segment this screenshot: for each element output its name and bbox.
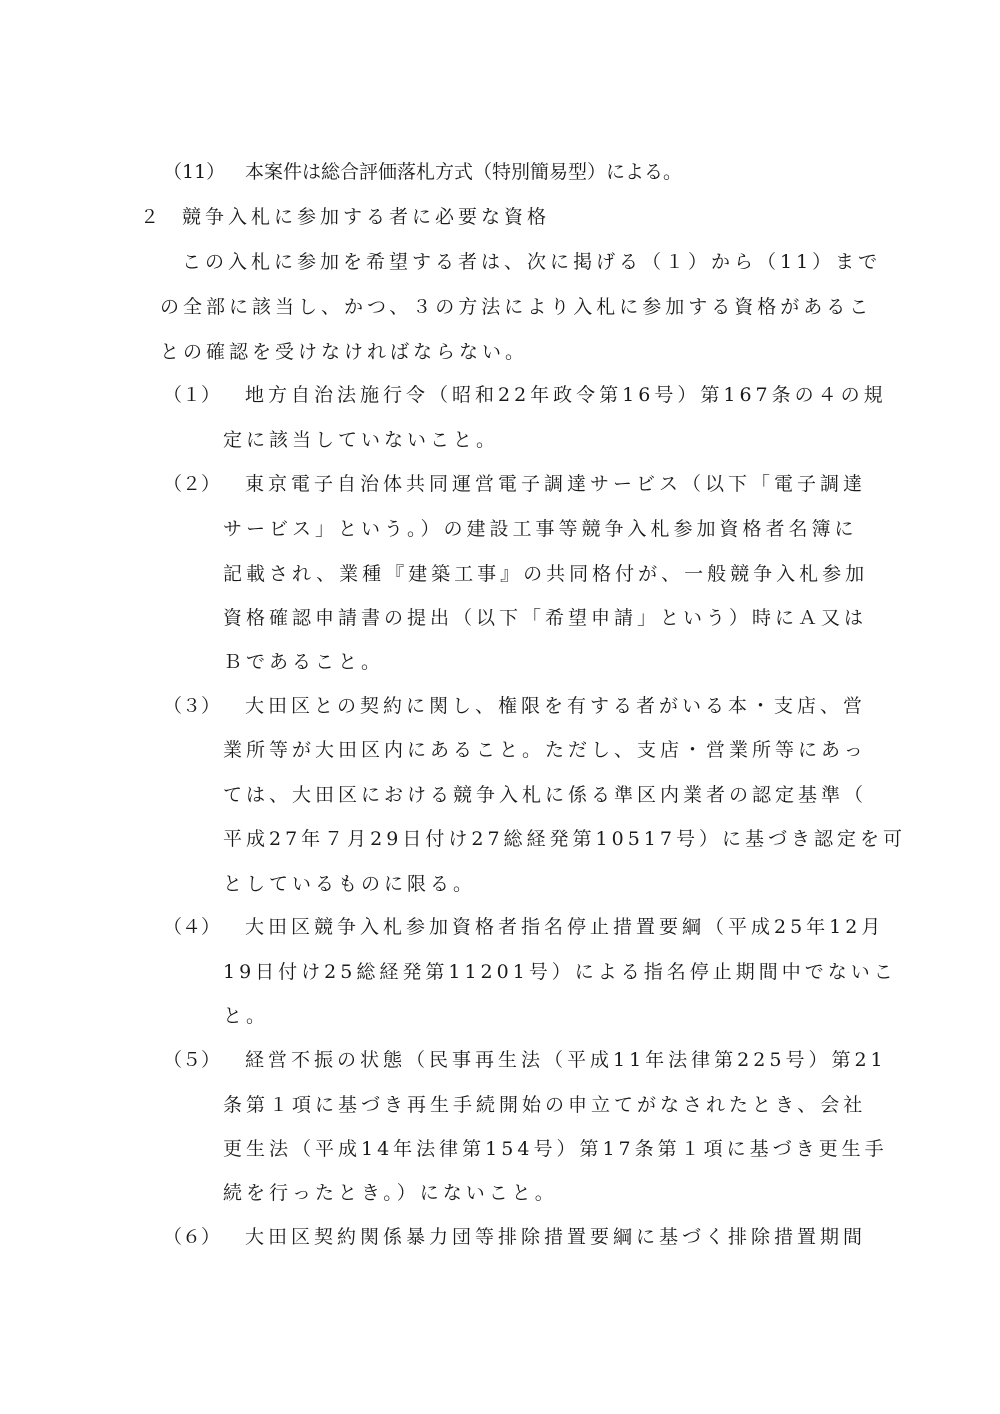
item-number: （６） bbox=[163, 1226, 221, 1248]
section-number: ２ bbox=[140, 206, 160, 228]
item-text: 続を行ったとき。）にないこと。 bbox=[223, 1182, 558, 1204]
item-text: Ｂであること。 bbox=[223, 651, 385, 673]
item-number: （２） bbox=[163, 473, 221, 495]
section-title: 競争入札に参加する者に必要な資格 bbox=[182, 206, 551, 228]
item-text: 条第１項に基づき再生手続開始の申立てがなされたとき、会社 bbox=[223, 1094, 867, 1116]
item-text: 経営不振の状態（民事再生法（平成11年法律第225号）第21 bbox=[245, 1049, 887, 1071]
item-number: （３） bbox=[163, 695, 221, 717]
item-number: （１） bbox=[163, 384, 221, 406]
intro-text: との確認を受けなければならない。 bbox=[160, 341, 529, 363]
item-text: 大田区との契約に関し、権限を有する者がいる本・支店、営 bbox=[245, 695, 867, 717]
item-text: 大田区契約関係暴力団等排除措置要綱に基づく排除措置期間 bbox=[245, 1226, 867, 1248]
item-text: 定に該当していないこと。 bbox=[223, 429, 500, 451]
item-text: としているものに限る。 bbox=[223, 873, 477, 895]
item-text: 地方自治法施行令（昭和22年政令第16号）第167条の４の規 bbox=[245, 384, 887, 406]
item-text: 更生法（平成14年法律第154号）第17条第１項に基づき更生手 bbox=[223, 1138, 888, 1160]
item-text: 資格確認申請書の提出（以下「希望申請」という）時にＡ又は bbox=[223, 607, 868, 629]
item-number: （４） bbox=[163, 916, 221, 938]
item-text: 記載され、業種『建築工事』の共同格付が、一般競争入札参加 bbox=[223, 563, 869, 585]
item-text: 大田区競争入札参加資格者指名停止措置要綱（平成25年12月 bbox=[245, 916, 885, 938]
item-text: 平成27年７月29日付け27総経発第10517号）に基づき認定を可 bbox=[223, 828, 906, 850]
intro-text: の全部に該当し、かつ、３の方法により入札に参加する資格があるこ bbox=[160, 296, 873, 318]
item-text: 本案件は総合評価落札方式（特別簡易型）による。 bbox=[245, 161, 683, 183]
item-text: ては、大田区における競争入札に係る準区内業者の認定基準（ bbox=[223, 784, 868, 806]
item-number: （11） bbox=[163, 161, 226, 183]
item-text: と。 bbox=[223, 1005, 270, 1027]
intro-text: この入札に参加を希望する者は、次に掲げる（１）から（11）まで bbox=[182, 251, 882, 273]
item-text: サービス」という。）の建設工事等競争入札参加資格者名簿に bbox=[223, 518, 858, 540]
item-text: 業所等が大田区内にあること。ただし、支店・営業所等にあっ bbox=[223, 739, 867, 761]
item-text: 東京電子自治体共同運営電子調達サービス（以下「電子調達 bbox=[245, 473, 867, 495]
item-number: （５） bbox=[163, 1049, 221, 1071]
item-text: 19日付け25総経発第11201号）による指名停止期間中でないこ bbox=[223, 961, 897, 983]
